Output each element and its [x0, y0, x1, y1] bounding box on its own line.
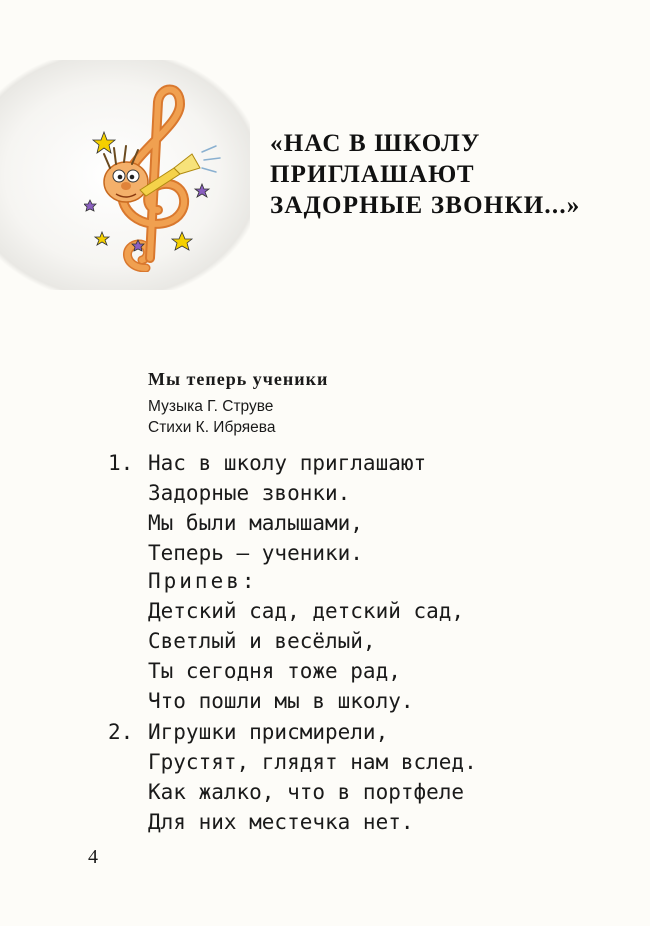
- verse-line: Задорные звонки.: [148, 481, 351, 505]
- section-title: [270, 128, 580, 221]
- verse-line: Грустят, глядят нам вслед.: [148, 750, 477, 774]
- verse-line: Как жалко, что в портфеле: [148, 780, 465, 804]
- page-number: 4: [88, 846, 98, 868]
- music-credit: Музыка Г. Струве: [148, 398, 274, 415]
- verse-line: Теперь — ученики.: [148, 541, 363, 565]
- song-credits: [148, 396, 275, 438]
- chorus-label: Припев:: [148, 569, 258, 593]
- section-title-line-2: ПРИГЛАШАЮТ: [270, 161, 475, 188]
- verse-1: [108, 448, 426, 568]
- chorus-line: Ты сегодня тоже рад,: [148, 659, 401, 683]
- verse-number: 2.: [108, 720, 134, 744]
- verse-line: Для них местечка нет.: [148, 810, 414, 834]
- lyrics-credit: Стихи К. Ибряева: [148, 419, 276, 436]
- verse-number: 1.: [108, 451, 134, 475]
- chorus-line: Что пошли мы в школу.: [148, 689, 414, 713]
- section-title-line-1: «НАС В ШКОЛУ: [270, 130, 481, 157]
- chorus-line: Детский сад, детский сад,: [148, 599, 465, 623]
- verse-line: Нас в школу приглашают: [148, 451, 427, 475]
- section-title-line-3: ЗАДОРНЫЕ ЗВОНКИ...»: [270, 192, 581, 219]
- chorus-line: Светлый и весёлый,: [148, 629, 376, 653]
- song-title: Мы теперь ученики: [148, 369, 329, 389]
- chorus: [148, 566, 464, 716]
- verse-line: Мы были малышами,: [148, 511, 363, 535]
- treble-clef-character-icon: [84, 82, 224, 272]
- verse-line: Игрушки присмирели,: [148, 720, 389, 744]
- verse-2: [108, 717, 477, 837]
